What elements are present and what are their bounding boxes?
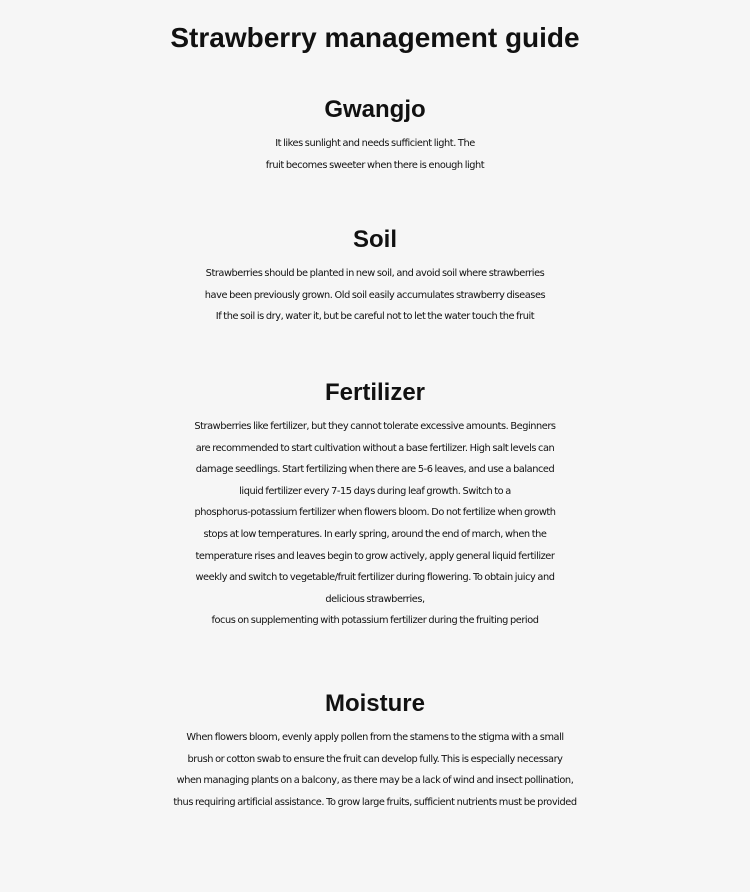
body-line: If the soil is dry, water it, but be careful not to let the water touch the fruit: [215, 311, 535, 323]
body-line: delicious strawberries,: [325, 593, 425, 605]
body-line: temperature rises and leaves begin to grow actively, apply general liquid fertilizer: [195, 550, 555, 562]
section-body: [0, 416, 750, 632]
body-line: focus on supplementing with potassium fertilizer during the fruiting period: [211, 615, 539, 627]
section-fertilizer: [0, 377, 750, 632]
body-line: stops at low temperatures. In early spring, around the end of march, when the: [203, 528, 547, 540]
body-line: Strawberries like fertilizer, but they cannot tolerate excessive amounts. Beginners: [194, 421, 556, 432]
section-moisture: [0, 688, 750, 813]
section-body: [0, 263, 750, 328]
section-soil: [0, 224, 750, 328]
section-heading: Gwangjo: [324, 96, 426, 123]
section-body: [0, 133, 750, 176]
body-line: have been previously grown. Old soil easily accumulates strawberry diseases: [204, 289, 546, 301]
body-line: It likes sunlight and needs sufficient light. The: [275, 138, 475, 149]
body-line: liquid fertilizer every 7-15 days during leaf growth. Switch to a: [239, 485, 511, 497]
body-line: thus requiring artificial assistance. To grow large fruits, sufficient nutrients must be provided: [173, 796, 577, 808]
body-line: Strawberries should be planted in new soil, and avoid soil where strawberries: [205, 268, 545, 279]
body-line: are recommended to start cultivation without a base fertilizer. High salt levels can: [195, 442, 555, 454]
section-heading: Fertilizer: [324, 379, 426, 406]
body-line: weekly and switch to vegetable/fruit fertilizer during flowering. To obtain juicy and: [195, 572, 555, 584]
body-line: When flowers bloom, evenly apply pollen from the stamens to the stigma with a small: [186, 732, 564, 743]
section-heading: Moisture: [324, 690, 425, 717]
section-body: [0, 727, 750, 813]
section-gwangjo: [0, 94, 750, 176]
body-line: brush or cotton swab to ensure the fruit can develop fully. This is especially necessary: [187, 753, 563, 765]
page-title: Strawberry management guide: [170, 22, 580, 53]
body-line: damage seedlings. Start fertilizing when there are 5-6 leaves, and use a balanced: [195, 464, 555, 476]
body-line: when managing plants on a balcony, as there may be a lack of wind and insect pollination,: [176, 775, 574, 787]
section-heading: Soil: [352, 226, 397, 253]
body-line: fruit becomes sweeter when there is enough light: [265, 159, 485, 171]
body-line: phosphorus-potassium fertilizer when flowers bloom. Do not fertilize when growth: [194, 507, 556, 519]
